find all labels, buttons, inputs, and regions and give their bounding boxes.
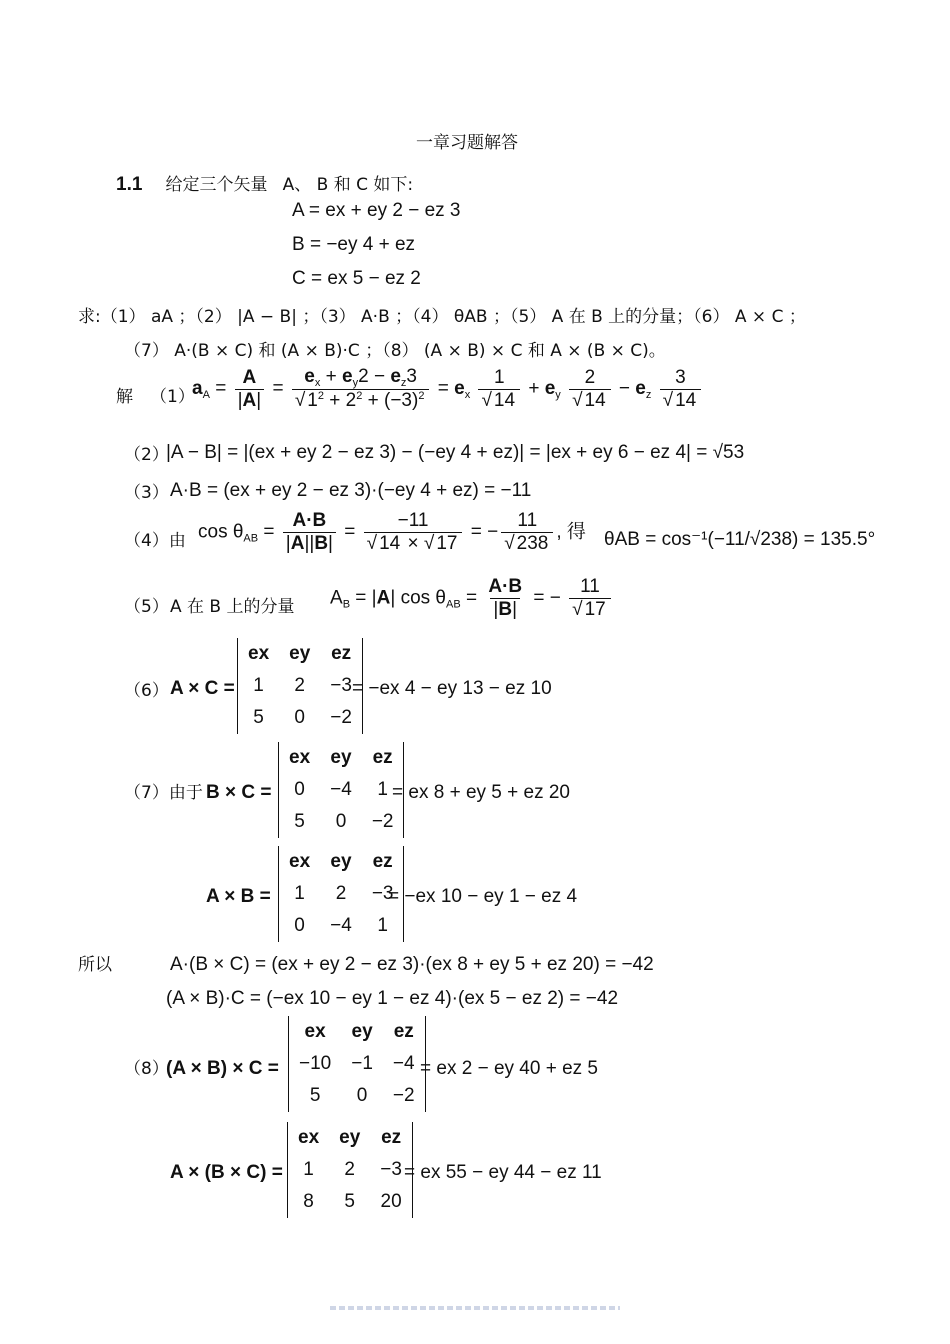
det-row bbox=[238, 670, 362, 702]
det-cell: −1 bbox=[351, 1053, 373, 1074]
det-header-row bbox=[279, 742, 403, 774]
problem-statement: 给定三个矢量 bbox=[165, 175, 268, 195]
s5-text: A 在 B 上的分量 bbox=[170, 597, 295, 617]
s3-formula: A·B = (ex + ey 2 − ez 3)·(−ey 4 + ez) = −11 bbox=[170, 480, 532, 501]
det-cell: 0 bbox=[335, 811, 347, 832]
det-row bbox=[279, 878, 403, 910]
det-cell: ex bbox=[289, 851, 311, 872]
det-cell: ey bbox=[351, 1021, 373, 1042]
det-cell: ez bbox=[372, 747, 393, 768]
det-cell: ex bbox=[289, 747, 311, 768]
det-cell: ey bbox=[339, 1127, 361, 1148]
s7-lhs-axb: A × B = bbox=[206, 886, 271, 907]
det-bxc bbox=[278, 742, 404, 838]
det-cell: −2 bbox=[392, 1085, 415, 1106]
def-a: A = ex + ey 2 − ez 3 bbox=[292, 200, 461, 221]
det-header-row bbox=[279, 846, 403, 878]
s5-formula: $A_B = |A|$ $\cos \theta_{AB}$ = $\frac{A\cdot B}{|B|}$ = − $\frac{11}{√ 17}$ bbox=[330, 576, 614, 621]
s7-lhs-bxc: B × C = bbox=[206, 782, 272, 803]
det-cell: 5 bbox=[294, 811, 305, 832]
s7-label: （7）由于 bbox=[124, 783, 203, 803]
so-label: 所以 bbox=[78, 955, 112, 975]
det-cell: 2 bbox=[294, 675, 305, 696]
solution-label: 解 bbox=[116, 387, 133, 407]
det-cell: 2 bbox=[335, 883, 347, 904]
s2-formula: |A − B| = |(ex + ey 2 − ez 3) − (−ey 4 + ez)| = |ex + ey 6 − ez 4| = √53 bbox=[166, 442, 745, 463]
det-cell: −4 bbox=[330, 915, 352, 936]
det-cell: −3 bbox=[380, 1159, 402, 1180]
det-row bbox=[279, 806, 403, 838]
page-title: 一章习题解答 bbox=[416, 133, 518, 153]
vector-list: A、 B 和 C 如下: bbox=[282, 175, 414, 195]
s6-label: （6） bbox=[124, 681, 169, 701]
s2-label: （2） bbox=[124, 445, 169, 465]
det-cell: −2 bbox=[330, 707, 352, 728]
s4-label: （4）由 bbox=[124, 531, 186, 551]
problem-number: 1.1 bbox=[116, 174, 143, 195]
s8-result-2: = ex 55 − ey 44 − ez 11 bbox=[404, 1162, 602, 1183]
det-cell: ey bbox=[330, 851, 352, 872]
s4-result: θAB = cos⁻¹(−11/√238) = 135.5° bbox=[604, 529, 876, 550]
det-cell: ez bbox=[372, 851, 393, 872]
det-row bbox=[238, 702, 362, 734]
det-cell: 20 bbox=[380, 1191, 402, 1212]
det-cell: 1 bbox=[303, 1159, 314, 1180]
s8-result-1: = ex 2 − ey 40 + ez 5 bbox=[420, 1058, 598, 1079]
s8-lhs-1: (A × B) × C = bbox=[166, 1058, 279, 1079]
det-header-row bbox=[288, 1122, 412, 1154]
det-cell: 1 bbox=[294, 883, 305, 904]
s3-label: （3） bbox=[124, 483, 169, 503]
det-cell: 1 bbox=[377, 779, 388, 800]
det-cell: ez bbox=[331, 643, 352, 664]
det-cell: −4 bbox=[392, 1053, 415, 1074]
det-header-row bbox=[289, 1016, 425, 1048]
s1-label: （1） bbox=[150, 387, 195, 407]
s8-label: （8） bbox=[124, 1059, 169, 1079]
s7-axb-result: = −ex 10 − ey 1 − ez 4 bbox=[388, 886, 578, 907]
det-cell: −10 bbox=[299, 1053, 332, 1074]
det-cell: −4 bbox=[330, 779, 352, 800]
det-cell: −3 bbox=[330, 675, 352, 696]
det-row bbox=[279, 774, 403, 806]
det-row bbox=[288, 1186, 412, 1218]
ask-line-2: （7） A·(B × C) 和 (A × B)·C ；（8） (A × B) × C 和 A × (B × C)。 bbox=[124, 341, 666, 361]
s6-result: = −ex 4 − ey 13 − ez 10 bbox=[352, 678, 552, 699]
det-row bbox=[289, 1080, 425, 1112]
det-cell: 1 bbox=[377, 915, 388, 936]
det-cell: ey bbox=[289, 643, 311, 664]
det-cell: ez bbox=[381, 1127, 402, 1148]
det-header-row bbox=[238, 638, 362, 670]
det-row bbox=[279, 910, 403, 942]
det-cell: 0 bbox=[356, 1085, 368, 1106]
det-cell: −2 bbox=[371, 811, 394, 832]
det-row bbox=[289, 1048, 425, 1080]
footer-watermark-line bbox=[330, 1306, 620, 1310]
det-cell: 5 bbox=[344, 1191, 355, 1212]
so-line-1: A·(B × C) = (ex + ey 2 − ez 3)·(ex 8 + ey 5 + ez 20) = −42 bbox=[170, 954, 654, 975]
def-c: C = ex 5 − ez 2 bbox=[292, 268, 421, 289]
det-cell: ex bbox=[248, 643, 270, 664]
det-cell: ex bbox=[298, 1127, 320, 1148]
s7-bxc-result: = ex 8 + ey 5 + ez 20 bbox=[392, 782, 570, 803]
ask-line-1: 求:（1） aA ；（2） |A − B| ；（3） A·B ；（4） θAB ；（5） A 在 B 上的分量；（6） A × C ； bbox=[78, 307, 806, 327]
det-axc bbox=[237, 638, 363, 734]
s1-formula: $a_A$ = $\frac{A}{|A|}$ = $\frac{e_x + e_y2 - e_z3}{√ 1^2 + 2^2 + (-3)^2}$ = $e_x$ $\frac{1}{√ 14}$ + $e_y$ $\frac{2}{√ 14}$ − $e_z$ $\frac{3}{√ 14}$ bbox=[192, 366, 704, 412]
det-axb bbox=[278, 846, 404, 942]
problem-header bbox=[116, 170, 413, 196]
det-cell: ex bbox=[304, 1021, 326, 1042]
so-line-2: (A × B)·C = (−ex 10 − ey 1 − ez 4)·(ex 5 − ez 2) = −42 bbox=[166, 988, 619, 1009]
det-cell: 0 bbox=[294, 915, 305, 936]
s8-lhs-2: A × (B × C) = bbox=[170, 1162, 283, 1183]
det-cell: −3 bbox=[371, 883, 394, 904]
det-cell: 0 bbox=[294, 779, 305, 800]
s4-formula: $\cos \theta_{AB}$ = $\frac{A\cdot B}{|A||B|}$ = $\frac{-11}{√ 14 \times √ 17}$ = − $\frac{11}{√ 238}$ , 得 bbox=[198, 510, 586, 554]
det-axb-x-c bbox=[288, 1016, 426, 1112]
def-b: B = −ey 4 + ez bbox=[292, 234, 416, 255]
det-cell: 5 bbox=[309, 1085, 321, 1106]
s6-lhs: A × C = bbox=[170, 678, 235, 699]
det-cell: ey bbox=[330, 747, 352, 768]
det-a-x-bxc bbox=[287, 1122, 413, 1218]
det-cell: 1 bbox=[253, 675, 264, 696]
det-cell: 8 bbox=[303, 1191, 314, 1212]
det-cell: ez bbox=[393, 1021, 414, 1042]
det-row bbox=[288, 1154, 412, 1186]
det-cell: 2 bbox=[344, 1159, 355, 1180]
det-cell: 0 bbox=[294, 707, 305, 728]
s5-label: （5） bbox=[124, 597, 169, 617]
det-cell: 5 bbox=[253, 707, 264, 728]
